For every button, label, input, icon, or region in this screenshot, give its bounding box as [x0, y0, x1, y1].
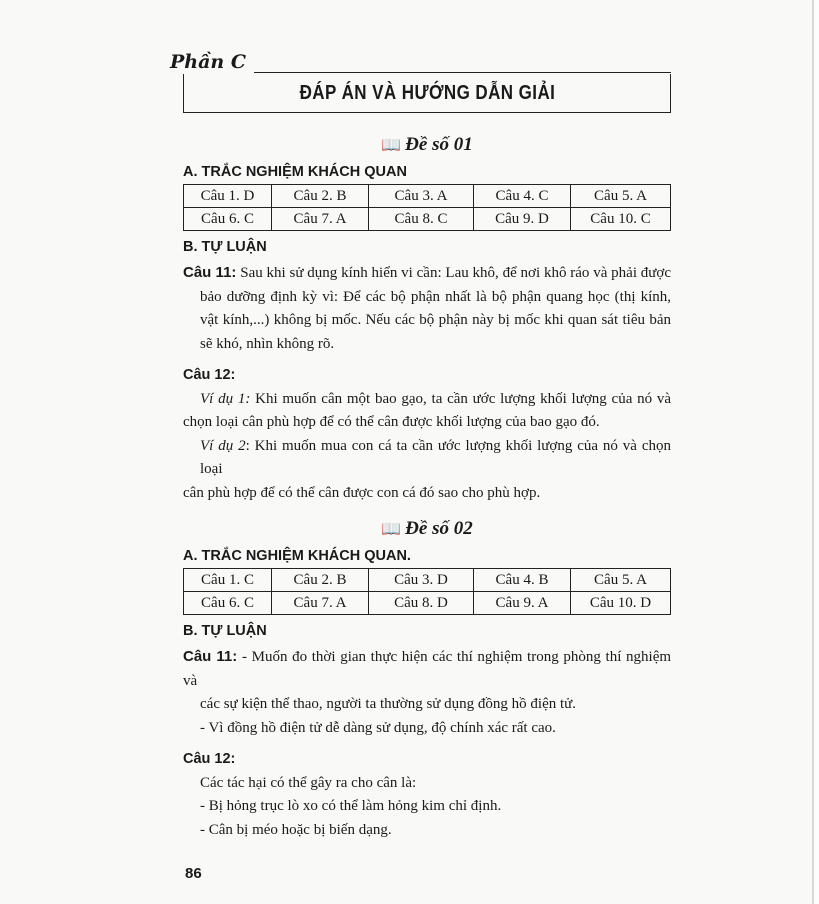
table-cell: Câu 5. A — [571, 569, 671, 592]
table-cell: Câu 10. D — [571, 592, 671, 615]
answer-table-02 — [183, 568, 671, 615]
page-title: ĐÁP ÁN VÀ HƯỚNG DẪN GIẢI — [299, 82, 555, 104]
table-row — [184, 208, 671, 231]
table-cell: Câu 6. C — [184, 592, 272, 615]
text-line: sẽ khó, nhìn không rõ. — [200, 335, 335, 352]
text-line: Các tác hại có thể gây ra cho cân là: — [200, 774, 417, 791]
text-line: - Vì đồng hồ điện tử dễ dàng sử dụng, độ chính xác rất cao. — [200, 719, 556, 736]
q12-label: Câu 12: — [183, 751, 236, 767]
q11-first-line — [183, 261, 671, 286]
page-content — [170, 0, 672, 904]
text-line: chọn loại cân phù hợp để có thể cân được khối lượng của bao gạo đó. — [183, 414, 600, 430]
table-cell: Câu 5. A — [571, 185, 671, 208]
table-cell: Câu 6. C — [184, 208, 272, 231]
text-line: Sau khi sử dụng kính hiển vi cần: Lau khô, để nơi khô ráo và phải được — [240, 265, 672, 281]
book-icon: 📖 — [381, 521, 402, 538]
page-number: 86 — [185, 865, 202, 882]
answer-table-01 — [183, 184, 671, 231]
q12-label: Câu 12: — [183, 367, 236, 383]
book-icon: 📖 — [381, 137, 402, 154]
table-cell: Câu 1. D — [184, 185, 272, 208]
text-line: - Muốn đo thời gian thực hiện các thí nghiệm trong phòng thí nghiệm và — [183, 649, 672, 689]
q11-first-line — [183, 645, 671, 693]
section-b-heading: B. TỰ LUẬN — [183, 239, 267, 255]
title-box — [183, 74, 671, 113]
table-cell: Câu 3. D — [369, 569, 474, 592]
q12-paragraph — [183, 772, 671, 843]
example-1-first-line — [183, 388, 671, 412]
section-a-heading: A. TRẮC NGHIỆM KHÁCH QUAN. — [183, 548, 411, 564]
text-line: : Khi muốn mua con cá ta cần ước lượng khối lượng của nó và chọn loại — [200, 437, 671, 477]
q12-paragraph — [183, 388, 671, 506]
table-cell: Câu 4. C — [474, 185, 571, 208]
table-cell: Câu 10. C — [571, 208, 671, 231]
table-cell: Câu 2. B — [272, 185, 369, 208]
table-row — [184, 185, 671, 208]
table-cell: Câu 9. D — [474, 208, 571, 231]
text-line: các sự kiện thể thao, người ta thường sử dụng đồng hồ điện tử. — [200, 696, 577, 712]
table-cell: Câu 7. A — [272, 208, 369, 231]
table-row — [184, 569, 671, 592]
q11-label: Câu 11: — [183, 264, 237, 281]
text-line: vật kính,...) không bị mốc. Nếu các bộ phận này bị mốc khi quan sát tiêu bản — [200, 312, 671, 328]
table-cell: Câu 1. C — [184, 569, 272, 592]
test-heading-02 — [183, 517, 671, 542]
example-label: Ví dụ 2 — [200, 437, 246, 454]
test-heading-01 — [183, 133, 671, 158]
section-a-heading: A. TRẮC NGHIỆM KHÁCH QUAN — [183, 164, 407, 180]
q11-paragraph — [183, 261, 671, 356]
text-line: Khi muốn cân một bao gạo, ta cần ước lượng khối lượng của nó và — [255, 390, 672, 407]
table-row — [184, 592, 671, 615]
table-cell: Câu 8. C — [369, 208, 474, 231]
test-heading-text: Đề số 02 — [405, 518, 473, 539]
table-cell: Câu 9. A — [474, 592, 571, 615]
q11-paragraph — [183, 645, 671, 740]
spacer — [183, 356, 671, 364]
table-cell: Câu 4. B — [474, 569, 571, 592]
part-rule — [254, 72, 671, 73]
part-header — [170, 50, 671, 74]
table-cell: Câu 7. A — [272, 592, 369, 615]
example-label: Ví dụ 1: — [200, 390, 251, 407]
example-2-first-line — [183, 435, 671, 482]
text-line: cân phù hợp để có thể cân được con cá đó sao cho phù hợp. — [183, 484, 541, 501]
text-line: - Bị hỏng trục lò xo có thể làm hỏng kim chỉ định. — [200, 798, 502, 814]
part-label: Phần C — [170, 51, 246, 73]
test-heading-text: Đề số 01 — [405, 134, 473, 155]
text-line: bảo dưỡng định kỳ vì: Để các bộ phận nhất là bộ phận quang học (thị kính, — [200, 288, 671, 305]
spacer — [183, 740, 671, 748]
table-cell: Câu 3. A — [369, 185, 474, 208]
text-line: - Cân bị méo hoặc bị biến dạng. — [200, 821, 392, 838]
table-cell: Câu 2. B — [272, 569, 369, 592]
section-b-heading: B. TỰ LUẬN — [183, 623, 267, 639]
table-cell: Câu 8. D — [369, 592, 474, 615]
q11-label: Câu 11: — [183, 648, 238, 665]
